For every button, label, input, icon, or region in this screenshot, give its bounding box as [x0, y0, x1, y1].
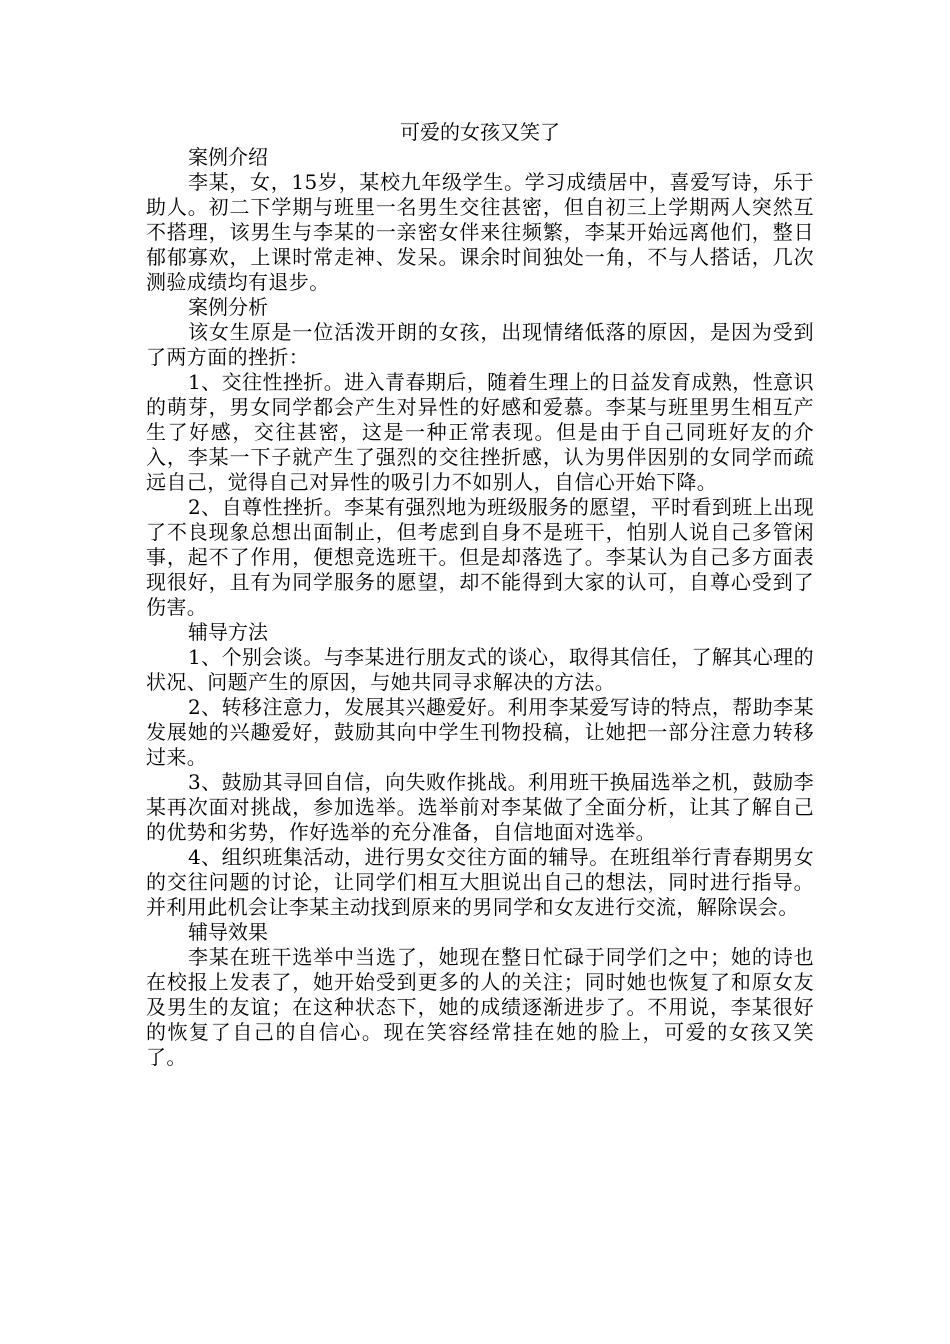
section-heading: 辅导效果 — [188, 920, 268, 944]
section-case-intro — [146, 145, 814, 295]
section-case-analysis — [146, 295, 814, 620]
paragraph: 李某在班干选举中当选了，她现在整日忙碌于同学们之中；她的诗也在校报上发表了，她开始受到更多的人的关注；同时她也恢复了和原女友及男生的友谊；在这种状态下，她的成绩逐渐进步了。不用说，李某很好的恢复了自己的自信心。现在笑容经常挂在她的脸上，可爱的女孩又笑了。 — [146, 945, 814, 1069]
section-heading: 辅导方法 — [188, 620, 268, 644]
section-counseling-methods — [146, 620, 814, 920]
document-page — [146, 120, 814, 1070]
paragraph: 该女生原是一位活泼开朗的女孩，出现情绪低落的原因，是因为受到了两方面的挫折： — [146, 320, 814, 369]
paragraph: 李某，女，15岁，某校九年级学生。学习成绩居中，喜爱写诗，乐于助人。初二下学期与班里一名男生交往甚密，但自初三上学期两人突然互不搭理，该男生与李某的一亲密女伴来往频繁，李某开始远离他们，整日郁郁寡欢，上课时常走神、发呆。课余时间独处一角，不与人搭话，几次测验成绩均有退步。 — [146, 170, 814, 294]
section-heading: 案例分析 — [188, 295, 268, 319]
paragraph: 3、鼓励其寻回自信，向失败作挑战。利用班干换届选举之机，鼓励李某再次面对挑战，参加选举。选举前对李某做了全面分析，让其了解自己的优势和劣势，作好选举的充分准备，自信地面对选举。 — [146, 770, 814, 844]
paragraph: 2、自尊性挫折。李某有强烈地为班级服务的愿望，平时看到班上出现了不良现象总想出面制止，但考虑到自身不是班干，怕别人说自己多管闲事，起不了作用，便想竞选班干。但是却落选了。李某认为自己多方面表现很好，且有为同学服务的愿望，却不能得到大家的认可，自尊心受到了伤害。 — [146, 495, 814, 619]
section-heading: 案例介绍 — [188, 145, 268, 169]
paragraph: 1、交往性挫折。进入青春期后，随着生理上的日益发育成熟，性意识的萌芽，男女同学都会产生对异性的好感和爱慕。李某与班里男生相互产生了好感，交往甚密，这是一种正常表现。但是由于自己同班好友的介入，李某一下子就产生了强烈的交往挫折感，认为男伴因别的女同学而疏远自己，觉得自己对异性的吸引力不如别人，自信心开始下降。 — [146, 370, 814, 494]
document-title: 可爱的女孩又笑了 — [400, 120, 560, 144]
section-counseling-results — [146, 920, 814, 1070]
paragraph: 1、个别会谈。与李某进行朋友式的谈心，取得其信任，了解其心理的状况、问题产生的原因，与她共同寻求解决的方法。 — [146, 645, 814, 694]
paragraph: 4、组织班集活动，进行男女交往方面的辅导。在班组举行青春期男女的交往问题的讨论，让同学们相互大胆说出自己的想法，同时进行指导。并利用此机会让李某主动找到原来的男同学和女友进行交流，解除误会。 — [146, 845, 814, 919]
paragraph: 2、转移注意力，发展其兴趣爱好。利用李某爱写诗的特点，帮助李某发展她的兴趣爱好，鼓励其向中学生刊物投稿，让她把一部分注意力转移过来。 — [146, 695, 814, 769]
